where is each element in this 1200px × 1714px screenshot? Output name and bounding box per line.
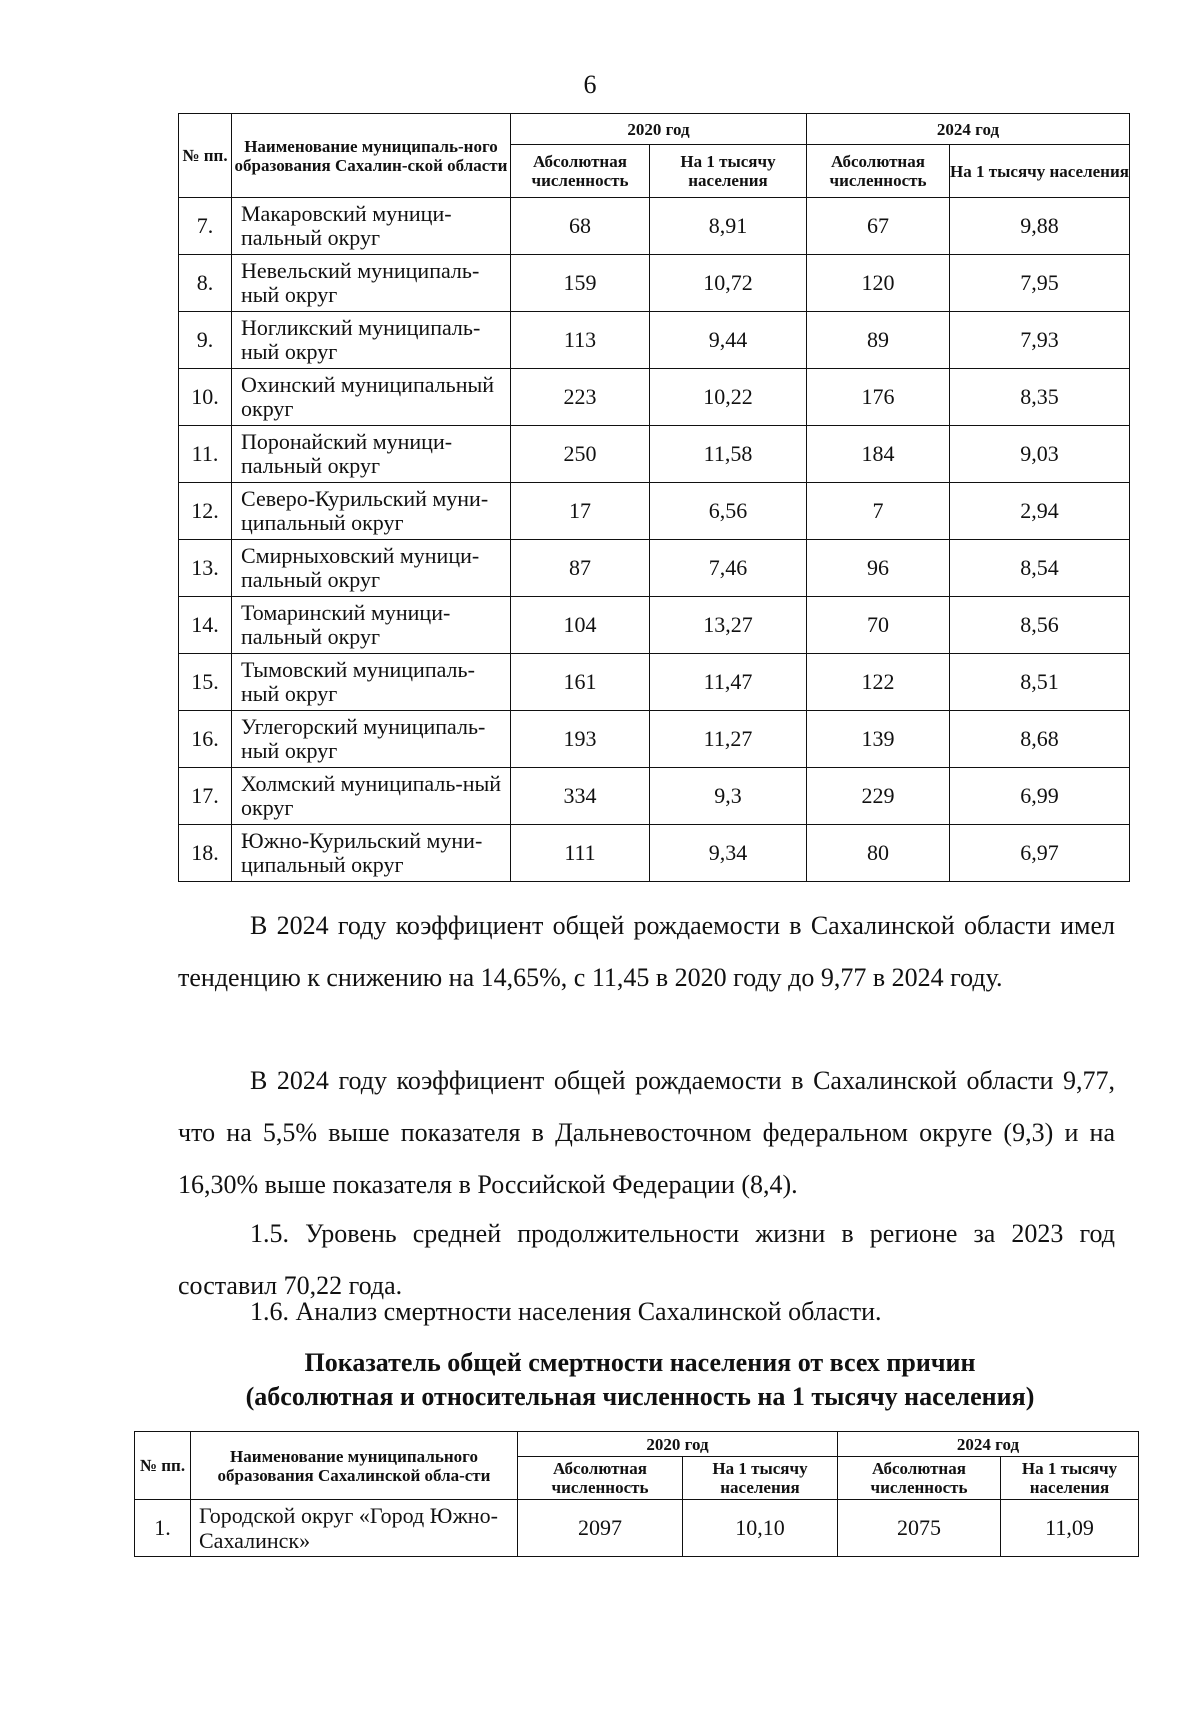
row-number: 8. — [179, 255, 232, 312]
row-rate-2020: 10,22 — [650, 369, 807, 426]
row-rate-2020: 10,72 — [650, 255, 807, 312]
row-absolute-2020: 223 — [511, 369, 650, 426]
row-municipality: Южно-Курильский муни-ципальный округ — [232, 825, 511, 882]
row-absolute-2024: 120 — [807, 255, 950, 312]
row-absolute-2024: 80 — [807, 825, 950, 882]
mortality-table — [134, 1431, 1139, 1557]
table-row — [179, 255, 1130, 312]
header-year-2020: 2020 год — [511, 114, 807, 145]
row-absolute-2024: 139 — [807, 711, 950, 768]
row-absolute-2024: 7 — [807, 483, 950, 540]
row-number: 7. — [179, 198, 232, 255]
row-rate-2020: 6,56 — [650, 483, 807, 540]
row-municipality: Невельский муниципаль-ный округ — [232, 255, 511, 312]
row-absolute-2020: 334 — [511, 768, 650, 825]
table-row — [179, 369, 1130, 426]
row-municipality: Северо-Курильский муни-ципальный округ — [232, 483, 511, 540]
row-absolute-2024: 67 — [807, 198, 950, 255]
mortality-table-heading — [150, 1346, 1130, 1414]
row-number: 12. — [179, 483, 232, 540]
birth-rate-table — [178, 113, 1130, 882]
heading-line-1: Показатель общей смертности населения от всех причин — [304, 1348, 976, 1377]
header-per-thousand-2024: На 1 тысячу населения — [1001, 1457, 1139, 1500]
row-rate-2020: 11,47 — [650, 654, 807, 711]
header-absolute-2024: Абсолютная численность — [807, 145, 950, 198]
row-absolute-2024: 2075 — [838, 1500, 1001, 1557]
row-rate-2020: 9,44 — [650, 312, 807, 369]
header-absolute-2024: Абсолютная численность — [838, 1457, 1001, 1500]
header-absolute-2020: Абсолютная численность — [518, 1457, 683, 1500]
table-row — [179, 711, 1130, 768]
row-absolute-2024: 229 — [807, 768, 950, 825]
table-row — [179, 312, 1130, 369]
row-absolute-2024: 122 — [807, 654, 950, 711]
header-per-thousand-2020: На 1 тысячу населения — [650, 145, 807, 198]
row-rate-2024: 7,95 — [950, 255, 1130, 312]
row-number: 17. — [179, 768, 232, 825]
row-number: 16. — [179, 711, 232, 768]
row-municipality: Углегорский муниципаль-ный округ — [232, 711, 511, 768]
table-row — [179, 825, 1130, 882]
row-absolute-2024: 184 — [807, 426, 950, 483]
paragraph-mortality-analysis: 1.6. Анализ смертности населения Сахалинской области. — [250, 1297, 882, 1326]
row-number: 1. — [135, 1500, 191, 1557]
row-rate-2024: 8,51 — [950, 654, 1130, 711]
row-municipality: Холмский муниципаль-ный округ — [232, 768, 511, 825]
row-rate-2024: 2,94 — [950, 483, 1130, 540]
row-rate-2024: 11,09 — [1001, 1500, 1139, 1557]
header-municipality: Наименование муниципального образования Сахалинской обла-сти — [191, 1432, 518, 1500]
table-row — [179, 654, 1130, 711]
row-municipality: Поронайский муници-пальный округ — [232, 426, 511, 483]
row-rate-2020: 11,58 — [650, 426, 807, 483]
table-row — [135, 1500, 1139, 1557]
row-number: 11. — [179, 426, 232, 483]
row-number: 10. — [179, 369, 232, 426]
row-absolute-2020: 2097 — [518, 1500, 683, 1557]
row-rate-2020: 13,27 — [650, 597, 807, 654]
header-year-2024: 2024 год — [807, 114, 1130, 145]
heading-line-2: (абсолютная и относительная численность на 1 тысячу населения) — [245, 1382, 1035, 1411]
header-number: № пп. — [179, 114, 232, 198]
row-municipality: Ногликский муниципаль-ный округ — [232, 312, 511, 369]
row-absolute-2020: 193 — [511, 711, 650, 768]
row-municipality: Тымовский муниципаль-ный округ — [232, 654, 511, 711]
paragraph-life-expectancy: 1.5. Уровень средней продолжительности жизни в регионе за 2023 год составил 70,22 года. — [178, 1219, 1115, 1300]
row-absolute-2020: 68 — [511, 198, 650, 255]
row-absolute-2024: 176 — [807, 369, 950, 426]
row-absolute-2020: 111 — [511, 825, 650, 882]
header-per-thousand-2020: На 1 тысячу населения — [683, 1457, 838, 1500]
row-absolute-2020: 104 — [511, 597, 650, 654]
row-rate-2020: 7,46 — [650, 540, 807, 597]
table-row — [179, 540, 1130, 597]
table-row — [179, 768, 1130, 825]
row-number: 13. — [179, 540, 232, 597]
row-rate-2024: 8,35 — [950, 369, 1130, 426]
row-absolute-2020: 87 — [511, 540, 650, 597]
row-municipality: Городской округ «Город Южно-Сахалинск» — [191, 1500, 518, 1557]
table-row — [179, 483, 1130, 540]
row-municipality: Охинский муниципальный округ — [232, 369, 511, 426]
header-year-2024: 2024 год — [838, 1432, 1139, 1457]
header-absolute-2020: Абсолютная численность — [511, 145, 650, 198]
row-absolute-2020: 113 — [511, 312, 650, 369]
row-absolute-2020: 17 — [511, 483, 650, 540]
row-rate-2020: 9,34 — [650, 825, 807, 882]
header-year-2020: 2020 год — [518, 1432, 838, 1457]
row-absolute-2020: 250 — [511, 426, 650, 483]
row-absolute-2020: 161 — [511, 654, 650, 711]
row-rate-2020: 9,3 — [650, 768, 807, 825]
paragraph-birth-rate-comparison: В 2024 году коэффициент общей рождаемости в Сахалинской области 9,77, что на 5,5% выше показателя в Дальневосточном федеральном округе (9,3) и на 16,30% выше показателя в Российской Федерации (8,4). — [178, 1066, 1115, 1199]
table-row — [179, 426, 1130, 483]
row-absolute-2024: 96 — [807, 540, 950, 597]
row-number: 9. — [179, 312, 232, 369]
row-absolute-2024: 89 — [807, 312, 950, 369]
row-rate-2024: 9,88 — [950, 198, 1130, 255]
paragraph-birth-rate-trend: В 2024 году коэффициент общей рождаемости в Сахалинской области имел тенденцию к снижению на 14,65%, с 11,45 в 2020 году до 9,77 в 2024 году. — [178, 911, 1115, 992]
row-municipality: Макаровский муници-пальный округ — [232, 198, 511, 255]
row-number: 18. — [179, 825, 232, 882]
page-number: 6 — [583, 70, 597, 99]
row-rate-2020: 8,91 — [650, 198, 807, 255]
table-row — [179, 597, 1130, 654]
row-municipality: Томаринский муници-пальный округ — [232, 597, 511, 654]
header-number: № пп. — [135, 1432, 191, 1500]
row-number: 15. — [179, 654, 232, 711]
row-municipality: Смирныховский муници-пальный округ — [232, 540, 511, 597]
row-rate-2024: 8,54 — [950, 540, 1130, 597]
row-rate-2024: 6,97 — [950, 825, 1130, 882]
table-row — [179, 198, 1130, 255]
row-rate-2024: 7,93 — [950, 312, 1130, 369]
row-rate-2020: 10,10 — [683, 1500, 838, 1557]
header-municipality: Наименование муниципаль-ного образования Сахалин-ской области — [232, 114, 511, 198]
row-number: 14. — [179, 597, 232, 654]
row-rate-2024: 8,56 — [950, 597, 1130, 654]
row-rate-2024: 8,68 — [950, 711, 1130, 768]
header-per-thousand-2024: На 1 тысячу населения — [950, 145, 1130, 198]
row-absolute-2024: 70 — [807, 597, 950, 654]
row-rate-2024: 9,03 — [950, 426, 1130, 483]
row-absolute-2020: 159 — [511, 255, 650, 312]
row-rate-2020: 11,27 — [650, 711, 807, 768]
row-rate-2024: 6,99 — [950, 768, 1130, 825]
